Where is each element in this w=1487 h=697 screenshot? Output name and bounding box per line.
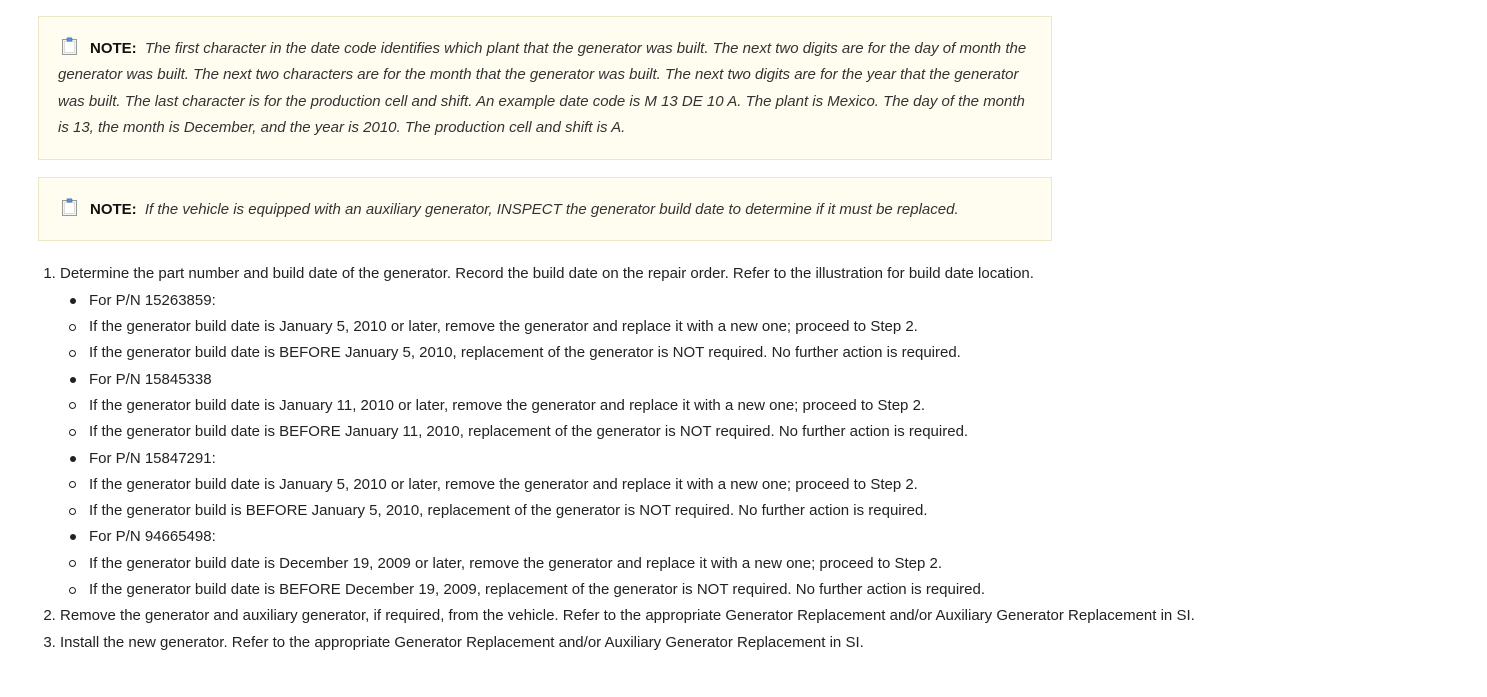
step-text: Determine the part number and build date of the generator. Record the build date on the repair order. Refer to the illustration for build date location. xyxy=(60,265,1034,283)
note-clipboard-icon xyxy=(61,37,78,55)
list-item: If the generator build date is BEFORE December 19, 2009, replacement of the generator is NOT required. No further action is required. xyxy=(89,577,1478,603)
note-text: If the vehicle is equipped with an auxiliary generator, INSPECT the generator build date to determine if it must be replaced. xyxy=(144,201,959,219)
list-item: If the generator build date is BEFORE January 5, 2010, replacement of the generator is NOT required. No further action is required. xyxy=(89,340,1478,366)
list-item: If the generator build is BEFORE January 5, 2010, replacement of the generator is NOT required. No further action is required. xyxy=(89,498,1478,524)
step-text: Remove the generator and auxiliary generator, if required, from the vehicle. Refer to the appropriate Generator Replacement and/or Auxiliary Generator Replacement in SI. xyxy=(60,607,1195,625)
list-item: For P/N 94665498: xyxy=(89,524,1478,550)
step-2 xyxy=(60,603,1478,629)
list-item: For P/N 15847291: xyxy=(89,446,1478,472)
list-item: For P/N 15845338 xyxy=(89,367,1478,393)
note-label: NOTE: xyxy=(90,201,137,219)
part-number-list xyxy=(60,288,1478,604)
list-item: If the generator build date is December 19, 2009 or later, remove the generator and replace it with a new one; proceed to Step 2. xyxy=(89,551,1478,577)
list-item: If the generator build date is January 11, 2010 or later, remove the generator and replace it with a new one; proceed to Step 2. xyxy=(89,393,1478,419)
note-box-date-code xyxy=(38,16,1052,160)
step-text: Install the new generator. Refer to the appropriate Generator Replacement and/or Auxiliary Generator Replacement in SI. xyxy=(60,633,864,651)
procedure-steps xyxy=(38,261,1478,655)
list-item: For P/N 15263859: xyxy=(89,288,1478,314)
step-3 xyxy=(60,630,1478,656)
document-content xyxy=(38,16,1478,656)
step-1 xyxy=(60,261,1478,603)
list-item: If the generator build date is BEFORE January 11, 2010, replacement of the generator is NOT required. No further action is required. xyxy=(89,419,1478,445)
note-box-auxiliary-generator xyxy=(38,177,1052,241)
list-item: If the generator build date is January 5, 2010 or later, remove the generator and replace it with a new one; proceed to Step 2. xyxy=(89,314,1478,340)
note-clipboard-icon xyxy=(61,198,78,216)
list-item: If the generator build date is January 5, 2010 or later, remove the generator and replace it with a new one; proceed to Step 2. xyxy=(89,472,1478,498)
note-label: NOTE: xyxy=(90,40,137,57)
note-text: The first character in the date code identifies which plant that the generator was built. The next two digits are for the day of month the generator was built. The next two characters are for the month that the generator was built. The next two digits are for the year that the generator was built. The last character is for the production cell and shift. An example date code is M 13 DE 10 A. The plant is Mexico. The day of the month is 13, the month is December, and the year is 2010. The production cell and shift is A. xyxy=(58,40,1027,136)
